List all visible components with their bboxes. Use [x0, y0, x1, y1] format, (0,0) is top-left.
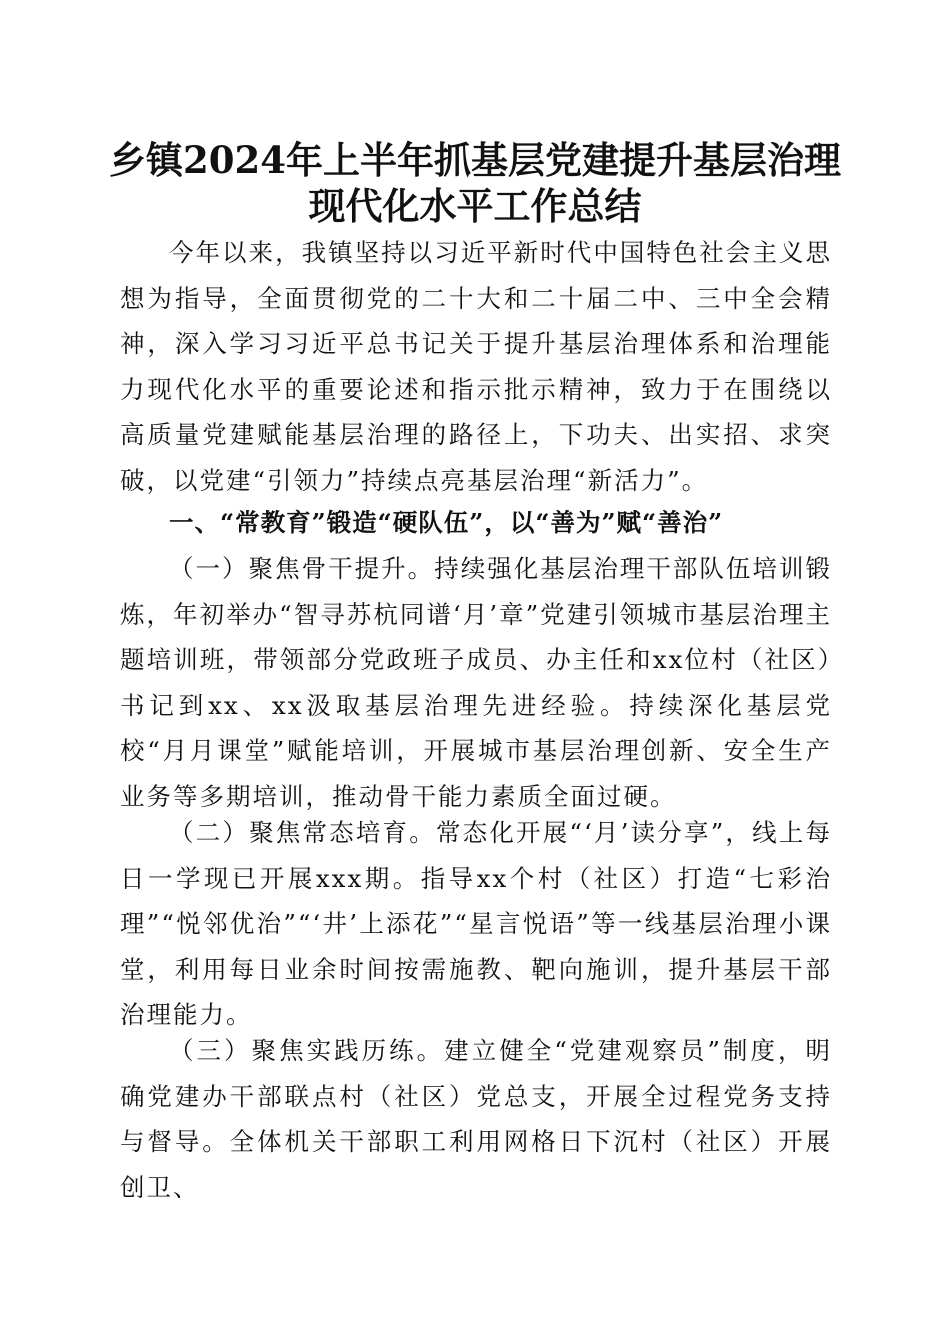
document-title-line-2: 现代化水平工作总结 [308, 184, 642, 228]
paragraph-1: （一）聚焦骨干提升。持续强化基层治理干部队伍培训锻炼，年初举办“智寻苏杭同谱‘月’章”党建引领城市基层治理主题培训班，带领部分党政班子成员、办主任和xx位村（社区）书记到xx、xx汲取基层治理先进经验。持续深化基层党校“月月课堂”赋能培训，开展城市基层治理创新、安全生产业务等多期培训，推动骨干能力素质全面过硬。 [120, 554, 832, 811]
document-title-line-1: 乡镇2024年上半年抓基层党建提升基层治理 [109, 138, 841, 182]
paragraph-2: （二）聚焦常态培育。常态化开展“‘月’读分享”，线上每日一学现已开展xxx期。指导xx个村（社区）打造“七彩治理”“悦邻优治”“‘井’上添花”“星言悦语”等一线基层治理小课堂，利用每日业余时间按需施教、靶向施训，提升基层干部治理能力。 [120, 818, 832, 1030]
section-1-heading: 一、“常教育”锻造“硬队伍”，以“善为”赋“善治” [169, 508, 724, 537]
intro-paragraph: 今年以来，我镇坚持以习近平新时代中国特色社会主义思想为指导，全面贯彻党的二十大和二十届二中、三中全会精神，深入学习习近平总书记关于提升基层治理体系和治理能力现代化水平的重要论述和指示批示精神，致力于在围绕以高质量党建赋能基层治理的路径上，下功夫、出实招、求突破，以党建“引领力”持续点亮基层治理“新活力”。 [120, 238, 832, 495]
paragraph-3: （三）聚焦实践历练。建立健全“党建观察员”制度，明确党建办干部联点村（社区）党总支，开展全过程党务支持与督导。全体机关干部职工利用网格日下沉村（社区）开展创卫、 [120, 1036, 832, 1202]
